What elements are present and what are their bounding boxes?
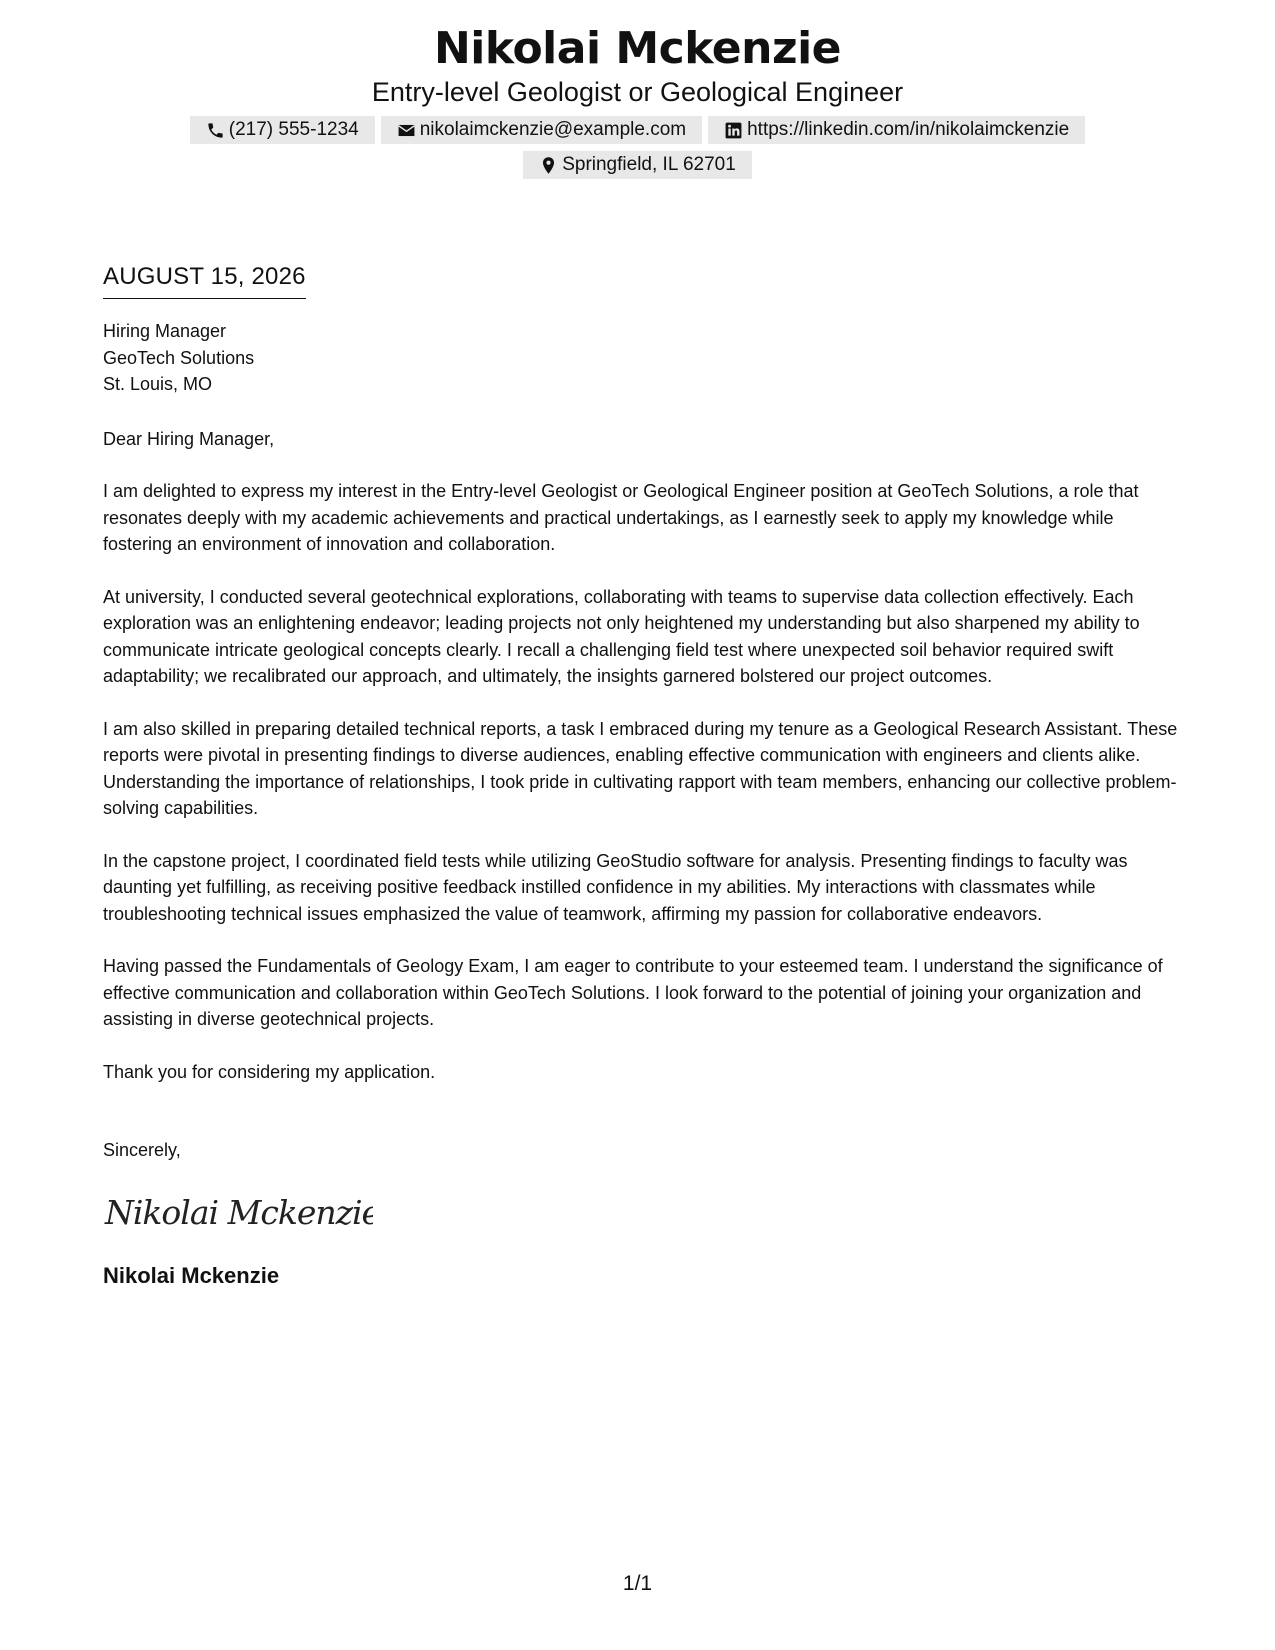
contact-row-secondary (0, 151, 1275, 179)
body-paragraph: I am delighted to express my interest in the Entry-level Geologist or Geological Engineer position at GeoTech Solutions, a role that resonates deeply with my academic achievements and practical undertakings, as I earnestly seek to apply my knowledge while fostering an environment of innovation and collaboration. (103, 481, 1139, 554)
body-paragraph: At university, I conducted several geotechnical explorations, collaborating with teams to supervise data collection effectively. Each exploration was an enlightening endeavor; leading projects not only heightened my understanding but also sharpened my ability to communicate intricate geological concepts clearly. I recall a challenging field test where unexpected soil behavior required swift adaptability; we recalibrated our approach, and ultimately, the insights garnered bolstered our project outcomes. (103, 586, 1140, 686)
letter-date: AUGUST 15, 2026 (103, 262, 306, 299)
email-text: nikolaimckenzie@example.com (419, 119, 687, 140)
signature-image (103, 1186, 373, 1242)
phone-chip[interactable] (190, 116, 375, 144)
phone-icon (206, 121, 225, 140)
letter-body (103, 262, 1178, 1290)
applicant-name: Nikolai Mckenzie (433, 23, 842, 74)
letter-header (0, 22, 1275, 179)
recipient-line: Hiring Manager (103, 321, 227, 341)
location-chip (523, 151, 752, 179)
handwritten-signature (103, 1186, 1178, 1242)
map-marker-icon (539, 156, 558, 175)
signoff: Sincerely, (103, 1140, 181, 1160)
body-paragraph: Having passed the Fundamentals of Geology Exam, I am eager to contribute to your esteemed team. I understand the significance of effective communication and collaboration within GeoTech Solutions. I look forward to the potential of joining your organization and assisting in diverse geotechnical projects. (103, 956, 1163, 1029)
body-paragraph: I am also skilled in preparing detailed technical reports, a task I embraced during my tenure as a Geological Research Assistant. These reports were pivotal in presenting findings to diverse audiences, enabling effective communication with engineers and clients alike. Understanding the importance of relationships, I took pride in cultivating rapport with team members, enhancing our collective problem-solving capabilities. (103, 718, 1178, 818)
linkedin-chip[interactable] (708, 116, 1085, 144)
signature-text: Nikolai Mckenzie (105, 1192, 373, 1232)
email-chip[interactable] (381, 116, 702, 144)
linkedin-icon (724, 121, 743, 140)
recipient-block (103, 318, 1178, 398)
recipient-line: St. Louis, MO (103, 374, 213, 394)
envelope-icon (397, 121, 416, 140)
contact-row-primary (0, 116, 1275, 144)
salutation: Dear Hiring Manager, (103, 428, 275, 449)
recipient-line: GeoTech Solutions (103, 347, 255, 368)
phone-text: (217) 555-1234 (228, 119, 359, 140)
location-text: Springfield, IL 62701 (562, 154, 736, 175)
body-paragraph: In the capstone project, I coordinated field tests while utilizing GeoStudio software for analysis. Presenting findings to faculty was daunting yet fulfilling, as receiving positive feedback instilled confidence in my abilities. My interactions with classmates while troubleshooting technical issues emphasized the value of teamwork, affirming my passion for collaborative endeavors. (103, 850, 1128, 924)
page-number: 1/1 (622, 1572, 653, 1595)
signed-name: Nikolai Mckenzie (103, 1262, 280, 1288)
closing-thanks: Thank you for considering my application. (103, 1061, 436, 1082)
applicant-title: Entry-level Geologist or Geological Engineer (371, 77, 904, 107)
linkedin-text: https://linkedin.com/in/nikolaimckenzie (747, 119, 1070, 140)
